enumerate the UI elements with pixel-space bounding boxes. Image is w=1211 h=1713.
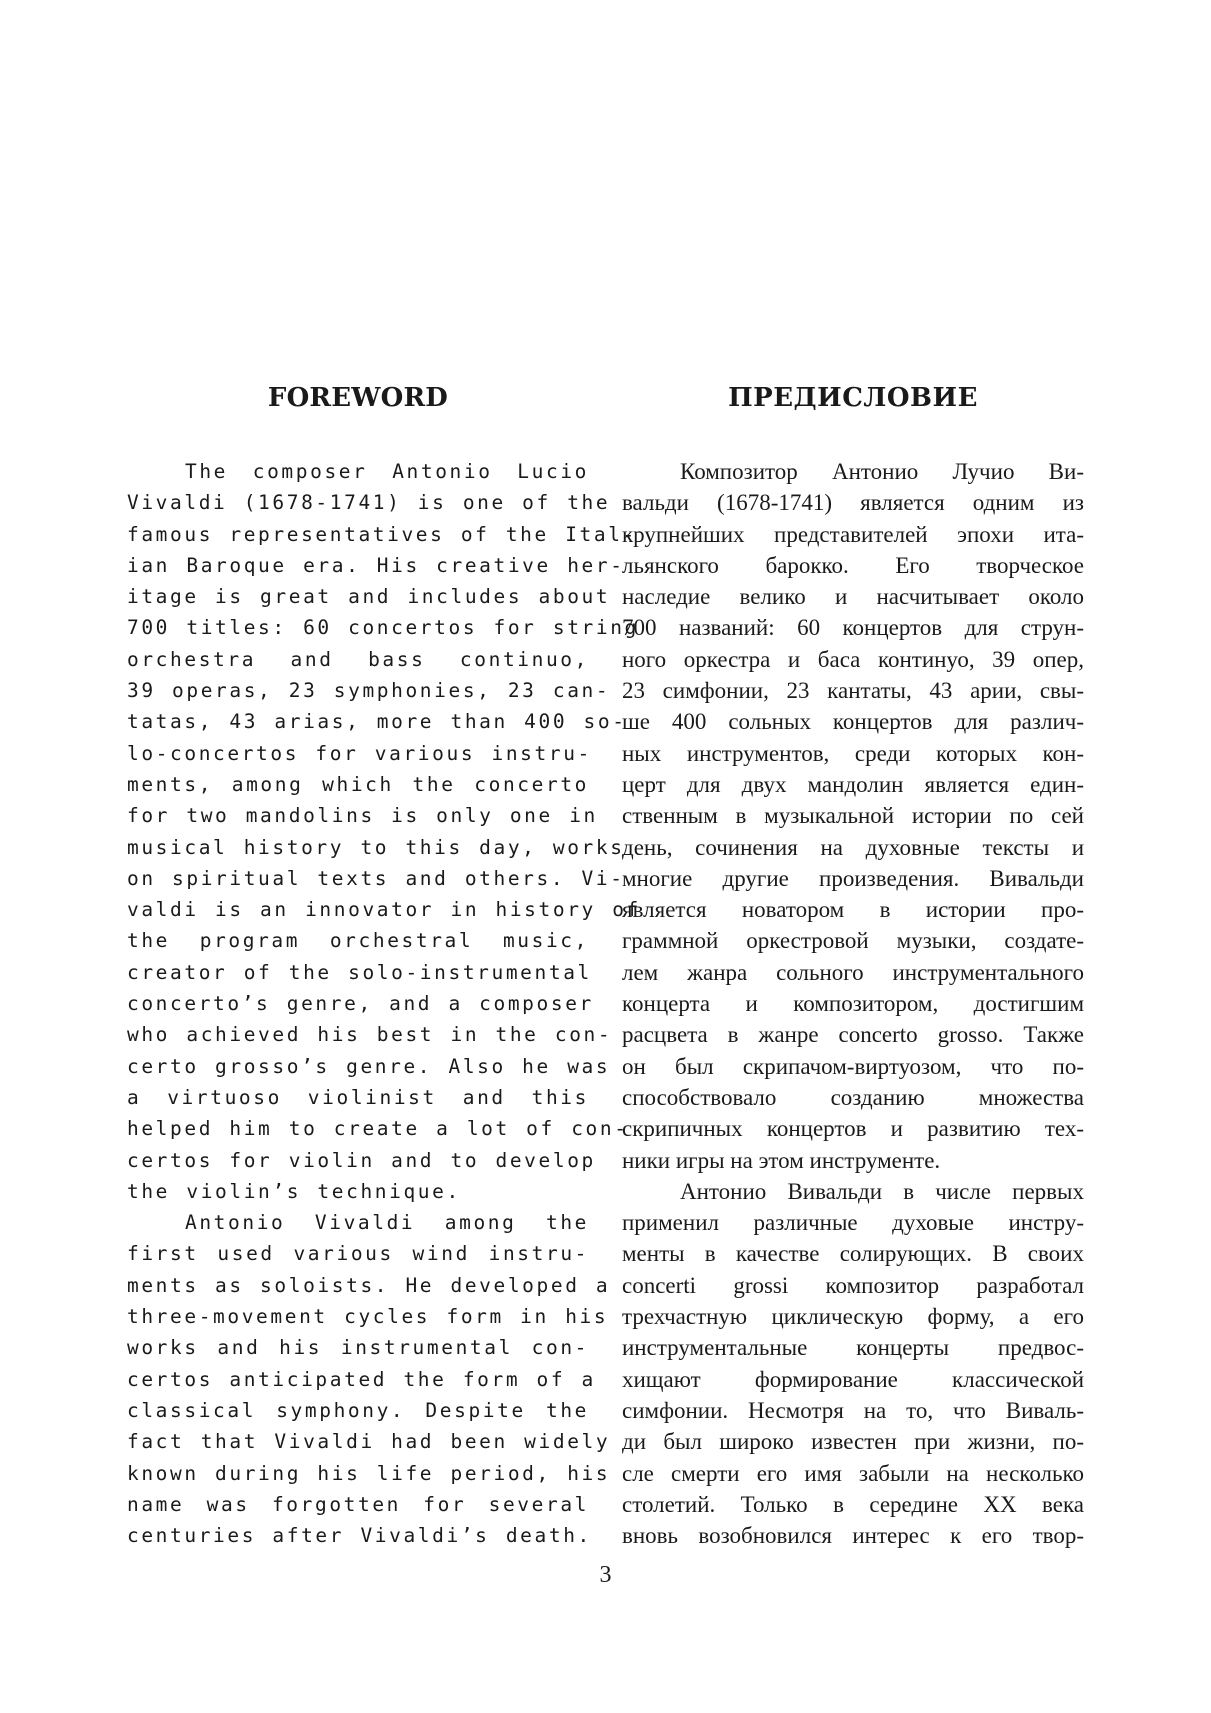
text-line: вновь возобновился интерес к его твор- xyxy=(622,1523,1084,1549)
text-line: the violin’s technique. xyxy=(127,1179,461,1203)
text-line: orchestra and bass continuo, xyxy=(127,647,589,671)
english-heading: FOREWORD xyxy=(267,383,449,413)
russian-column xyxy=(622,378,1084,1551)
text-line: ments as soloists. He developed a xyxy=(127,1273,611,1297)
text-line: менты в качестве солирующих. В своих xyxy=(622,1241,1084,1267)
text-line: the program orchestral music, xyxy=(127,929,589,953)
text-line: ian Baroque era. His creative her- xyxy=(127,553,625,577)
text-line: трехчастную циклическую форму, а его xyxy=(622,1304,1084,1330)
text-line: known during his life period, his xyxy=(127,1461,611,1485)
text-line: creator of the solo-instrumental xyxy=(127,960,592,984)
page-number: 3 xyxy=(599,1562,612,1588)
text-line: многие другие произведения. Вивальди xyxy=(622,865,1084,891)
text-line: centuries after Vivaldi’s death. xyxy=(127,1524,592,1548)
text-line: famous representatives of the Ital- xyxy=(127,522,637,546)
text-line: who achieved his best in the con- xyxy=(127,1023,613,1047)
text-line: three-movement cycles form in his xyxy=(127,1305,609,1329)
english-column xyxy=(127,378,641,1551)
text-line: концерта и композитором, достигшим xyxy=(622,991,1084,1017)
text-line: крупнейших представителей эпохи ита- xyxy=(622,521,1084,547)
text-line: скрипичных концертов и развитию тех- xyxy=(622,1116,1084,1142)
text-line: является новатором в истории про- xyxy=(622,897,1084,923)
text-line: Композитор Антонио Лучио Ви- xyxy=(680,459,1084,484)
text-line: concerti grossi композитор разработал xyxy=(622,1272,1084,1298)
text-line: ди был широко известен при жизни, по- xyxy=(622,1429,1084,1455)
text-line: наследие велико и насчитывает около xyxy=(622,584,1084,610)
text-line: день, сочинения на духовные тексты и xyxy=(622,834,1084,860)
text-line: on spiritual texts and others. Vi- xyxy=(127,866,625,890)
text-line: ных инструментов, среди которых кон- xyxy=(622,740,1084,766)
text-line: он был скрипачом-виртуозом, что по- xyxy=(622,1053,1084,1079)
text-line: применил различные духовые инстру- xyxy=(622,1210,1084,1236)
text-line: вальди (1678-1741) является одним из xyxy=(622,490,1084,516)
text-line: Vivaldi (1678-1741) is one of the xyxy=(127,491,611,515)
text-line: 700 названий: 60 концертов для струн- xyxy=(622,615,1084,641)
russian-paragraph-2 xyxy=(622,1176,1084,1552)
text-line: classical symphony. Despite the xyxy=(127,1398,589,1422)
text-line: for two mandolins is only one in xyxy=(127,804,598,828)
text-line: helped him to create a lot of con- xyxy=(127,1117,629,1141)
text-line: хищают формирование классической xyxy=(622,1366,1084,1392)
russian-heading: ПРЕДИСЛОВИЕ xyxy=(728,383,978,413)
text-line: сле смерти его имя забыли на несколько xyxy=(622,1460,1084,1486)
text-line: certos for violin and to develop xyxy=(127,1148,596,1172)
text-line: церт для двух мандолин является един- xyxy=(622,771,1084,797)
text-line: 39 operas, 23 symphonies, 23 can- xyxy=(127,679,611,703)
text-line: fact that Vivaldi had been widely xyxy=(127,1430,611,1454)
text-line: ственным в музыкальной истории по сей xyxy=(622,803,1084,829)
russian-paragraph-1 xyxy=(622,456,1084,1176)
text-line: first used various wind instru- xyxy=(127,1242,589,1266)
text-line: 700 titles: 60 concertos for string xyxy=(127,616,639,640)
text-line: Антонио Вивальди в числе первых xyxy=(680,1178,1084,1204)
text-line: certo grosso’s genre. Also he was xyxy=(127,1054,611,1078)
english-paragraph-2 xyxy=(127,1207,611,1551)
text-line: musical history to this day, works xyxy=(127,835,625,859)
text-line: itage is great and includes about xyxy=(127,585,611,609)
text-line: The composer Antonio Lucio xyxy=(185,460,589,483)
text-line: столетий. Только в середине XX века xyxy=(622,1491,1084,1517)
text-line: name was forgotten for several xyxy=(127,1492,589,1516)
text-line: лем жанра сольного инструментального xyxy=(622,959,1084,985)
text-line: valdi is an innovator in history of xyxy=(127,898,641,922)
text-line: симфонии. Несмотря на то, что Виваль- xyxy=(622,1397,1084,1423)
text-line: способствовало созданию множества xyxy=(622,1084,1084,1110)
text-line: расцвета в жанре concerto grosso. Также xyxy=(622,1022,1084,1048)
text-line: certos anticipated the form of a xyxy=(127,1367,596,1391)
text-line: граммной оркестровой музыки, создате- xyxy=(622,928,1084,954)
text-line: Antonio Vivaldi among the xyxy=(185,1211,589,1235)
text-line: ше 400 сольных концертов для различ- xyxy=(622,709,1084,735)
text-line: concerto’s genre, and a composer xyxy=(127,992,594,1016)
english-paragraph-1 xyxy=(127,456,641,1207)
text-line: lo-concertos for various instru- xyxy=(127,741,592,765)
text-line: льянского барокко. Его творческое xyxy=(622,552,1084,578)
text-line: a virtuoso violinist and this xyxy=(127,1085,589,1109)
text-line: 23 симфонии, 23 кантаты, 43 арии, свы- xyxy=(622,678,1084,704)
text-line: ники игры на этом инструменте. xyxy=(622,1147,941,1173)
text-line: инструментальные концерты предвос- xyxy=(622,1335,1084,1361)
text-line: tatas, 43 arias, more than 400 so- xyxy=(127,710,627,734)
text-line: works and his instrumental con- xyxy=(127,1336,589,1360)
text-line: ments, among which the concerto xyxy=(127,772,589,796)
text-line: ного оркестра и баса континуо, 39 опер, xyxy=(622,646,1084,672)
